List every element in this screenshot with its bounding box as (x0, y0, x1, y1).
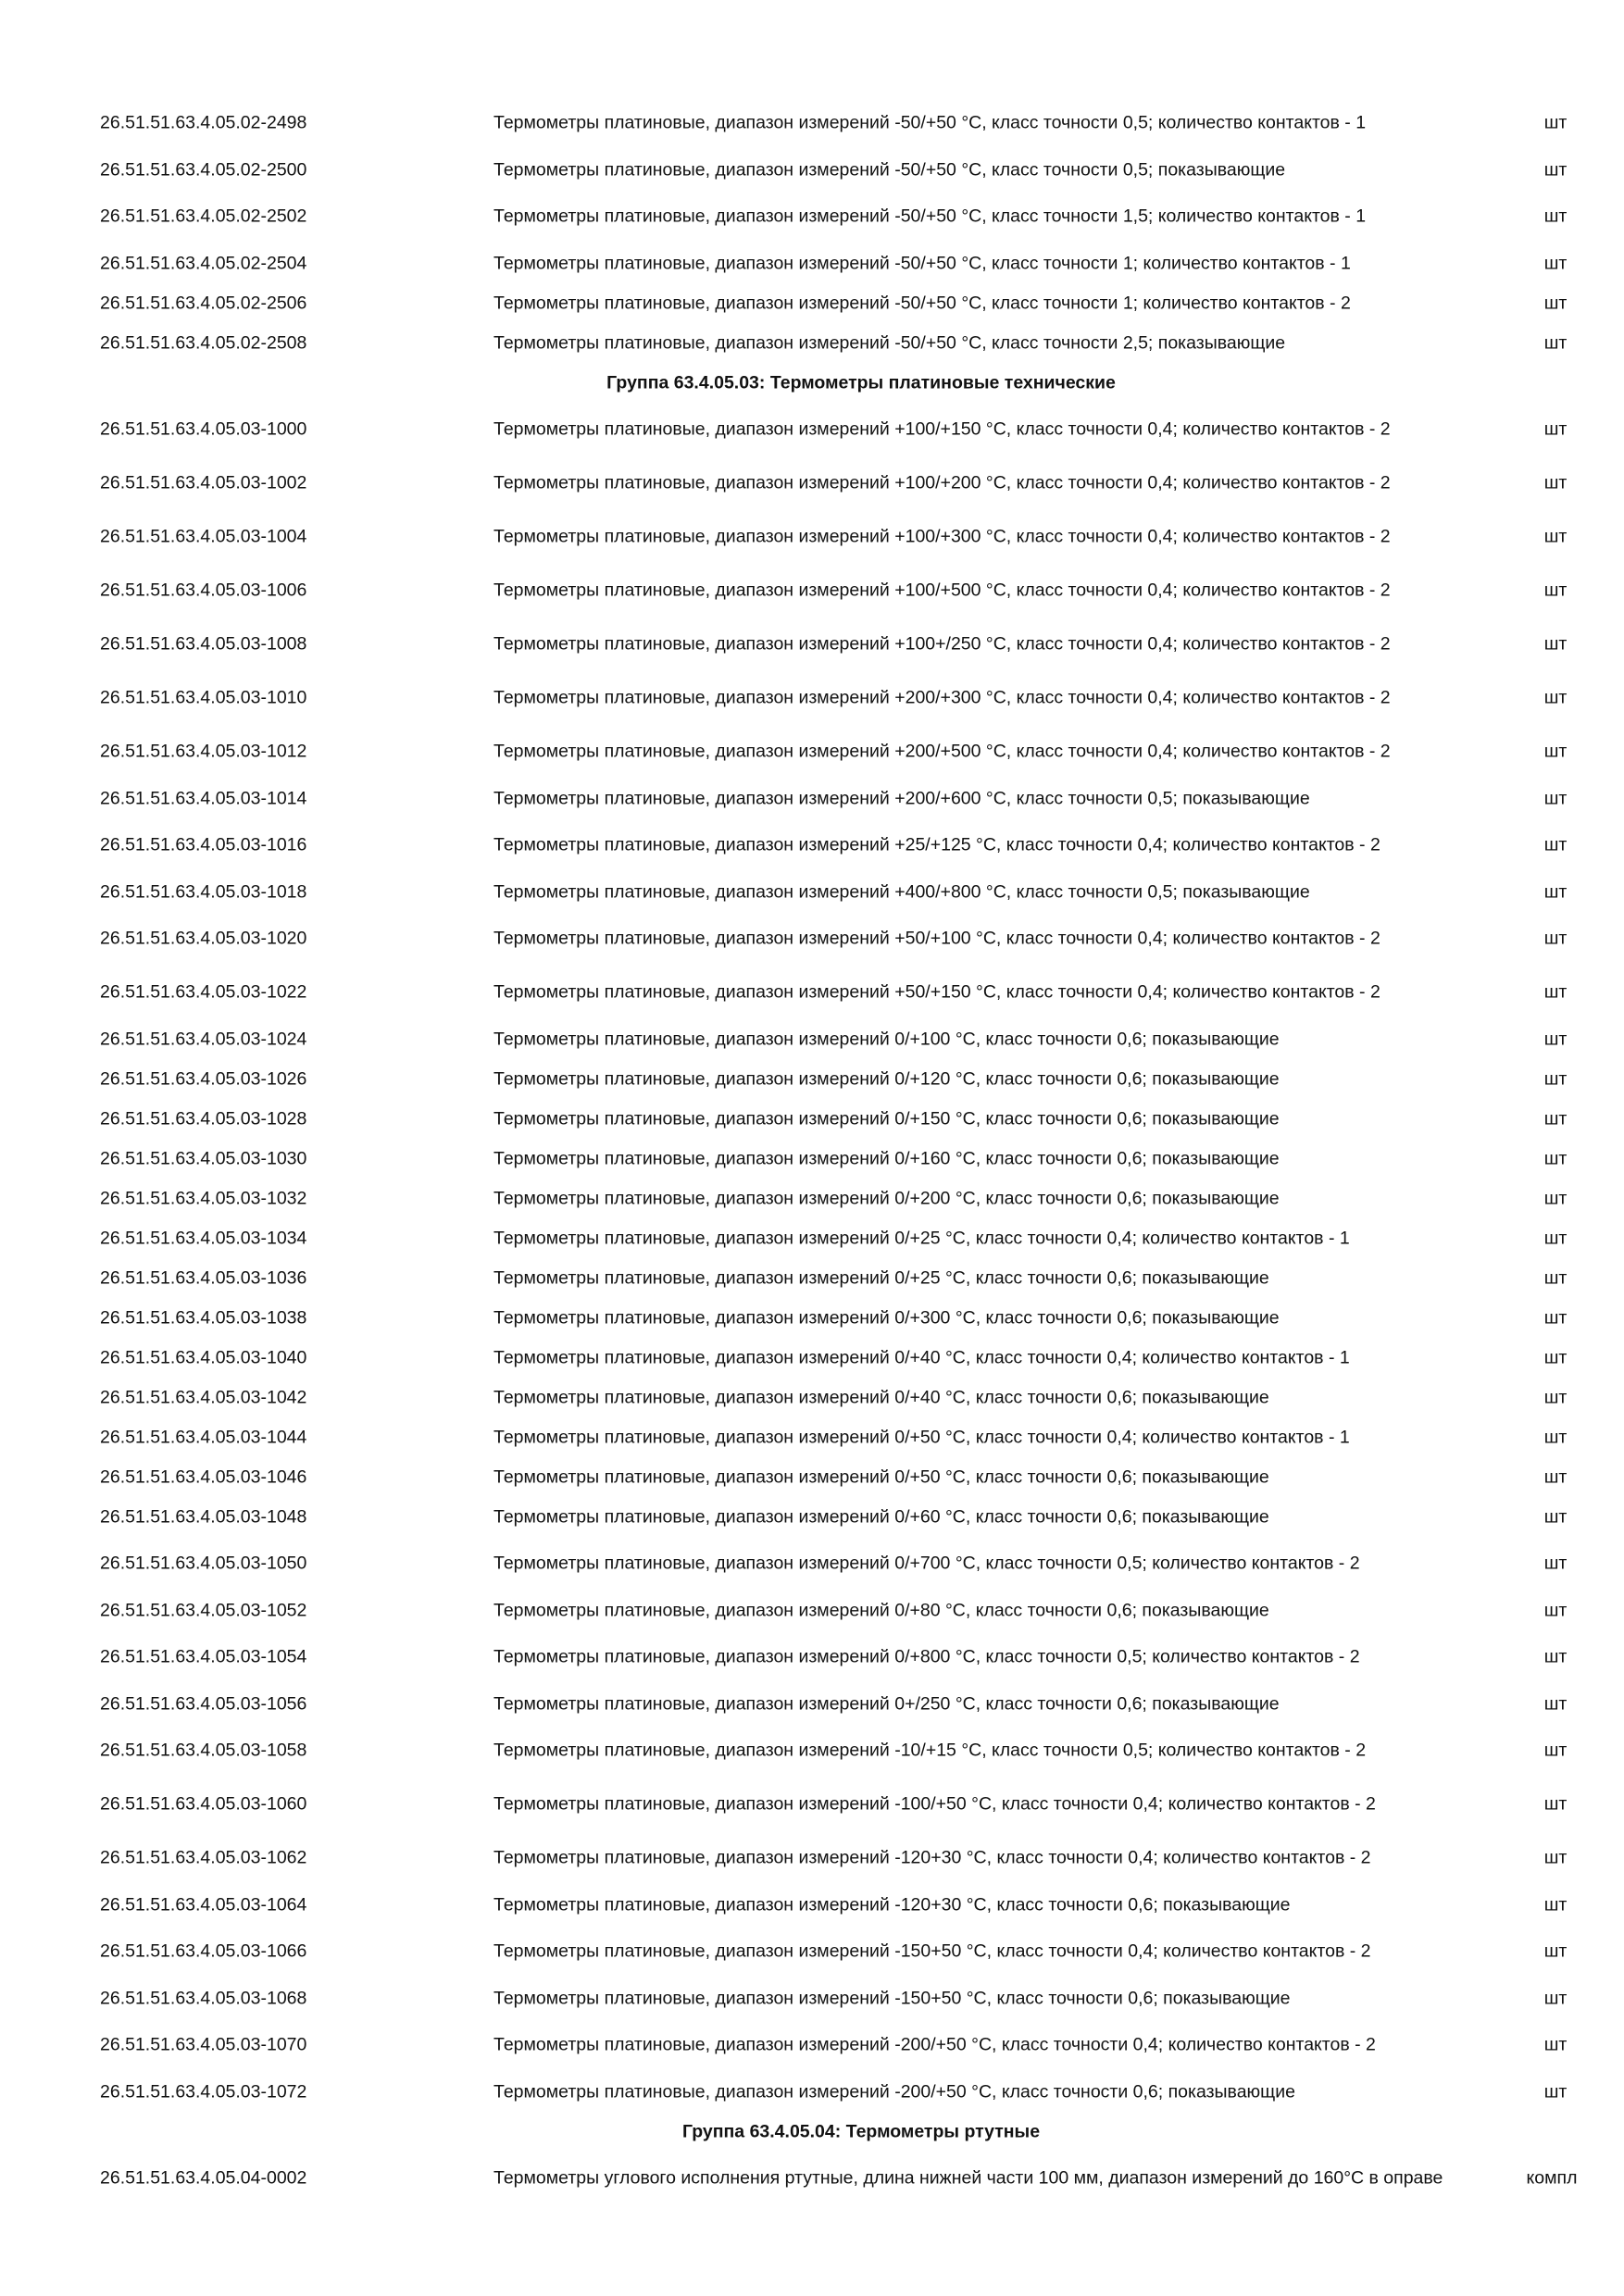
table-row (0, 1885, 1624, 1925)
table-row (0, 1497, 1624, 1537)
unit-of-measure: шт (1543, 1693, 1568, 1714)
resource-description: Термометры платиновые, диапазон измерений -200/+50 °С, класс точности 0,4; количество контактов - 2 (493, 2034, 1376, 2055)
table-row (0, 1139, 1624, 1179)
resource-code: 26.51.51.63.4.05.03-1054 (100, 1646, 307, 1667)
unit-of-measure: шт (1543, 472, 1568, 493)
resource-description: Термометры платиновые, диапазон измерений -10/+15 °С, класс точности 0,5; количество контактов - 2 (493, 1740, 1367, 1761)
resource-description: Термометры платиновые, диапазон измерений 0/+40 °С, класс точности 0,6; показывающие (493, 1387, 1269, 1407)
table-row (0, 1630, 1624, 1684)
resource-description: Термометры платиновые, диапазон измерений 0/+25 °С, класс точности 0,4; количество контактов - 1 (493, 1228, 1350, 1248)
unit-of-measure: шт (1543, 1600, 1568, 1620)
resource-description: Термометры платиновые, диапазон измерений 0/+800 °С, класс точности 0,5; количество контактов - 2 (493, 1646, 1360, 1667)
table-row (0, 150, 1624, 190)
unit-of-measure: шт (1543, 1068, 1568, 1089)
resource-code: 26.51.51.63.4.05.03-1036 (100, 1267, 307, 1288)
unit-of-measure: шт (1543, 1228, 1568, 1248)
resource-code: 26.51.51.63.4.05.02-2498 (100, 112, 307, 133)
table-row (0, 564, 1624, 618)
resource-description: Термометры платиновые, диапазон измерений 0/+50 °С, класс точности 0,6; показывающие (493, 1466, 1269, 1487)
resource-code: 26.51.51.63.4.05.03-1042 (100, 1387, 307, 1407)
resource-description: Термометры платиновые, диапазон измерений +100/+300 °С, класс точности 0,4; количество контактов - 2 (493, 526, 1391, 547)
unit-of-measure: шт (1543, 788, 1568, 808)
unit-of-measure: шт (1543, 206, 1568, 227)
table-row (0, 2152, 1624, 2205)
unit-of-measure: шт (1543, 1793, 1568, 1815)
resource-description: Термометры платиновые, диапазон измерений -50/+50 °С, класс точности 2,5; показывающие (493, 332, 1286, 353)
resource-description: Термометры платиновые, диапазон измерений -50/+50 °С, класс точности 1,5; количество контактов - 1 (493, 206, 1367, 227)
document-page (0, 96, 1624, 2205)
unit-of-measure: шт (1543, 1148, 1568, 1168)
table-row (0, 1778, 1624, 1831)
resource-description: Термометры платиновые, диапазон измерений +100/+500 °С, класс точности 0,4; количество контактов - 2 (493, 580, 1391, 601)
resource-description: Термометры платиновые, диапазон измерений 0/+80 °С, класс точности 0,6; показывающие (493, 1600, 1269, 1620)
resource-code: 26.51.51.63.4.05.03-1026 (100, 1068, 307, 1089)
unit-of-measure: шт (1543, 112, 1568, 133)
resource-code: 26.51.51.63.4.05.03-1010 (100, 687, 307, 708)
table-row (0, 966, 1624, 1019)
table-row (0, 1099, 1624, 1139)
table-row (0, 779, 1624, 818)
unit-of-measure: шт (1543, 1506, 1568, 1527)
resource-description: Термометры платиновые, диапазон измерений +200/+500 °С, класс точности 0,4; количество контактов - 2 (493, 741, 1391, 762)
resource-description: Термометры платиновые, диапазон измерений 0/+200 °С, класс точности 0,6; показывающие (493, 1188, 1280, 1208)
table-row (0, 1019, 1624, 1059)
table-row (0, 618, 1624, 671)
resource-code: 26.51.51.63.4.05.02-2502 (100, 206, 307, 227)
resource-code: 26.51.51.63.4.05.03-1006 (100, 580, 307, 601)
table-row (0, 725, 1624, 779)
resource-code: 26.51.51.63.4.05.03-1066 (100, 1940, 307, 1962)
table-row (0, 1179, 1624, 1218)
table-row (0, 323, 1624, 363)
resource-code: 26.51.51.63.4.05.03-1064 (100, 1894, 307, 1915)
resource-description: Термометры платиновые, диапазон измерений +400/+800 °С, класс точности 0,5; показывающие (493, 881, 1310, 902)
resource-code: 26.51.51.63.4.05.03-1030 (100, 1148, 307, 1168)
resource-description: Термометры платиновые, диапазон измерений 0/+25 °С, класс точности 0,6; показывающие (493, 1267, 1269, 1288)
table-row (0, 1218, 1624, 1258)
resource-code: 26.51.51.63.4.05.02-2500 (100, 159, 307, 180)
table-row (0, 1457, 1624, 1497)
group-title: Группа 63.4.05.04: Термометры ртутные (681, 2121, 1041, 2141)
unit-of-measure: шт (1543, 741, 1568, 762)
resource-code: 26.51.51.63.4.05.03-1070 (100, 2034, 307, 2055)
table-row (0, 403, 1624, 456)
table-row (0, 510, 1624, 564)
resource-code: 26.51.51.63.4.05.03-1002 (100, 472, 307, 493)
unit-of-measure: компл (1526, 2167, 1578, 2189)
table-row (0, 1537, 1624, 1591)
unit-of-measure: шт (1543, 1988, 1568, 2008)
resource-description: Термометры платиновые, диапазон измерений 0/+160 °С, класс точности 0,6; показывающие (493, 1148, 1280, 1168)
unit-of-measure: шт (1543, 1466, 1568, 1487)
unit-of-measure: шт (1543, 293, 1568, 313)
resource-description: Термометры платиновые, диапазон измерений 0/+40 °С, класс точности 0,4; количество контактов - 1 (493, 1347, 1350, 1367)
resource-description: Термометры платиновые, диапазон измерений 0/+50 °С, класс точности 0,4; количество контактов - 1 (493, 1427, 1350, 1447)
resource-code: 26.51.51.63.4.05.03-1050 (100, 1553, 307, 1574)
unit-of-measure: шт (1543, 253, 1568, 273)
unit-of-measure: шт (1543, 1029, 1568, 1049)
unit-of-measure: шт (1543, 332, 1568, 353)
resource-code: 26.51.51.63.4.05.03-1044 (100, 1427, 307, 1447)
resource-code: 26.51.51.63.4.05.03-1008 (100, 633, 307, 655)
resource-code: 26.51.51.63.4.05.02-2504 (100, 253, 307, 273)
table-row (0, 190, 1624, 243)
resource-description: Термометры платиновые, диапазон измерений +200/+300 °С, класс точности 0,4; количество контактов - 2 (493, 687, 1391, 708)
resource-code: 26.51.51.63.4.05.03-1004 (100, 526, 307, 547)
table-row (0, 1925, 1624, 1978)
table-row (0, 912, 1624, 966)
unit-of-measure: шт (1543, 1108, 1568, 1129)
table-row (0, 671, 1624, 725)
resource-code: 26.51.51.63.4.05.03-1046 (100, 1466, 307, 1487)
resource-description: Термометры платиновые, диапазон измерений -50/+50 °С, класс точности 0,5; количество контактов - 1 (493, 112, 1367, 133)
resource-code: 26.51.51.63.4.05.03-1000 (100, 418, 307, 440)
unit-of-measure: шт (1543, 981, 1568, 1003)
resource-code: 26.51.51.63.4.05.03-1060 (100, 1793, 307, 1815)
resource-code: 26.51.51.63.4.05.03-1052 (100, 1600, 307, 1620)
resource-code: 26.51.51.63.4.05.03-1018 (100, 881, 307, 902)
resource-description: Термометры платиновые, диапазон измерений +100/+150 °С, класс точности 0,4; количество контактов - 2 (493, 418, 1391, 440)
table-row (0, 1378, 1624, 1417)
table-row (0, 2018, 1624, 2072)
resource-code: 26.51.51.63.4.05.03-1072 (100, 2081, 307, 2102)
unit-of-measure: шт (1543, 633, 1568, 655)
resource-description: Термометры платиновые, диапазон измерений -50/+50 °С, класс точности 1; количество контактов - 1 (493, 253, 1351, 273)
unit-of-measure: шт (1543, 1847, 1568, 1868)
unit-of-measure: шт (1543, 580, 1568, 601)
resource-code: 26.51.51.63.4.05.03-1014 (100, 788, 307, 808)
resource-description: Термометры платиновые, диапазон измерений +100+/250 °С, класс точности 0,4; количество контактов - 2 (493, 633, 1391, 655)
resource-code: 26.51.51.63.4.05.02-2508 (100, 332, 307, 353)
resource-description: Термометры платиновые, диапазон измерений +25/+125 °С, класс точности 0,4; количество контактов - 2 (493, 834, 1380, 855)
group-heading (0, 2112, 1624, 2152)
resource-description: Термометры платиновые, диапазон измерений 0/+150 °С, класс точности 0,6; показывающие (493, 1108, 1280, 1129)
table-row (0, 872, 1624, 912)
resource-description: Термометры углового исполнения ртутные, длина нижней части 100 мм, диапазон измерений до 160°С в оправе (493, 2167, 1443, 2189)
resource-code: 26.51.51.63.4.05.03-1040 (100, 1347, 307, 1367)
table-row (0, 1338, 1624, 1378)
table-row (0, 1591, 1624, 1630)
resource-description: Термометры платиновые, диапазон измерений 0+/250 °С, класс точности 0,6; показывающие (493, 1693, 1280, 1714)
unit-of-measure: шт (1543, 1347, 1568, 1367)
resource-code: 26.51.51.63.4.05.03-1056 (100, 1693, 307, 1714)
resource-description: Термометры платиновые, диапазон измерений 0/+60 °С, класс точности 0,6; показывающие (493, 1506, 1269, 1527)
table-row (0, 1059, 1624, 1099)
table-row (0, 818, 1624, 872)
resource-code: 26.51.51.63.4.05.03-1020 (100, 928, 307, 949)
unit-of-measure: шт (1543, 1307, 1568, 1328)
table-row (0, 1298, 1624, 1338)
resource-code: 26.51.51.63.4.05.04-0002 (100, 2167, 307, 2189)
resource-code: 26.51.51.63.4.05.03-1032 (100, 1188, 307, 1208)
resource-code: 26.51.51.63.4.05.03-1024 (100, 1029, 307, 1049)
resource-code: 26.51.51.63.4.05.03-1038 (100, 1307, 307, 1328)
unit-of-measure: шт (1543, 1940, 1568, 1962)
resource-description: Термометры платиновые, диапазон измерений -120+30 °С, класс точности 0,4; количество контактов - 2 (493, 1847, 1371, 1868)
unit-of-measure: шт (1543, 881, 1568, 902)
resource-description: Термометры платиновые, диапазон измерений 0/+100 °С, класс точности 0,6; показывающие (493, 1029, 1280, 1049)
resource-code: 26.51.51.63.4.05.03-1058 (100, 1740, 307, 1761)
unit-of-measure: шт (1543, 1894, 1568, 1915)
resource-code: 26.51.51.63.4.05.03-1012 (100, 741, 307, 762)
resource-code: 26.51.51.63.4.05.02-2506 (100, 293, 307, 313)
unit-of-measure: шт (1543, 687, 1568, 708)
resource-code: 26.51.51.63.4.05.03-1068 (100, 1988, 307, 2008)
group-heading (0, 363, 1624, 403)
resource-description: Термометры платиновые, диапазон измерений +50/+100 °С, класс точности 0,4; количество контактов - 2 (493, 928, 1380, 949)
resource-code: 26.51.51.63.4.05.03-1034 (100, 1228, 307, 1248)
table-row (0, 1978, 1624, 2018)
resource-code: 26.51.51.63.4.05.03-1062 (100, 1847, 307, 1868)
unit-of-measure: шт (1543, 1267, 1568, 1288)
resource-description: Термометры платиновые, диапазон измерений -120+30 °С, класс точности 0,6; показывающие (493, 1894, 1291, 1915)
unit-of-measure: шт (1543, 1740, 1568, 1761)
group-title: Группа 63.4.05.03: Термометры платиновые технические (606, 372, 1116, 393)
unit-of-measure: шт (1543, 2034, 1568, 2055)
resource-description: Термометры платиновые, диапазон измерений 0/+300 °С, класс точности 0,6; показывающие (493, 1307, 1280, 1328)
unit-of-measure: шт (1543, 928, 1568, 949)
resource-description: Термометры платиновые, диапазон измерений -100/+50 °С, класс точности 0,4; количество контактов - 2 (493, 1793, 1376, 1815)
unit-of-measure: шт (1543, 1427, 1568, 1447)
resource-description: Термометры платиновые, диапазон измерений -150+50 °С, класс точности 0,4; количество контактов - 2 (493, 1940, 1371, 1962)
resource-code: 26.51.51.63.4.05.03-1048 (100, 1506, 307, 1527)
resource-description: Термометры платиновые, диапазон измерений -150+50 °С, класс точности 0,6; показывающие (493, 1988, 1291, 2008)
unit-of-measure: шт (1543, 418, 1568, 440)
table-row (0, 1417, 1624, 1457)
table-row (0, 2072, 1624, 2112)
resource-description: Термометры платиновые, диапазон измерений -200/+50 °С, класс точности 0,6; показывающие (493, 2081, 1295, 2102)
table-row (0, 1684, 1624, 1724)
table-row (0, 1724, 1624, 1778)
unit-of-measure: шт (1543, 2081, 1568, 2102)
resource-description: Термометры платиновые, диапазон измерений -50/+50 °С, класс точности 0,5; показывающие (493, 159, 1286, 180)
table-row (0, 1831, 1624, 1885)
table-row (0, 1258, 1624, 1298)
resource-description: Термометры платиновые, диапазон измерений +100/+200 °С, класс точности 0,4; количество контактов - 2 (493, 472, 1391, 493)
unit-of-measure: шт (1543, 526, 1568, 547)
resource-description: Термометры платиновые, диапазон измерений -50/+50 °С, класс точности 1; количество контактов - 2 (493, 293, 1351, 313)
resource-description: Термометры платиновые, диапазон измерений +200/+600 °С, класс точности 0,5; показывающие (493, 788, 1310, 808)
resource-description: Термометры платиновые, диапазон измерений 0/+120 °С, класс точности 0,6; показывающие (493, 1068, 1280, 1089)
table-row (0, 456, 1624, 510)
resource-code: 26.51.51.63.4.05.03-1028 (100, 1108, 307, 1129)
unit-of-measure: шт (1543, 159, 1568, 180)
table-row (0, 283, 1624, 323)
table-row (0, 96, 1624, 150)
unit-of-measure: шт (1543, 1387, 1568, 1407)
unit-of-measure: шт (1543, 834, 1568, 855)
unit-of-measure: шт (1543, 1646, 1568, 1667)
resource-description: Термометры платиновые, диапазон измерений +50/+150 °С, класс точности 0,4; количество контактов - 2 (493, 981, 1380, 1003)
resource-code: 26.51.51.63.4.05.03-1016 (100, 834, 307, 855)
unit-of-measure: шт (1543, 1188, 1568, 1208)
resource-code: 26.51.51.63.4.05.03-1022 (100, 981, 307, 1003)
resource-description: Термометры платиновые, диапазон измерений 0/+700 °С, класс точности 0,5; количество контактов - 2 (493, 1553, 1360, 1574)
unit-of-measure: шт (1543, 1553, 1568, 1574)
table-row (0, 243, 1624, 283)
